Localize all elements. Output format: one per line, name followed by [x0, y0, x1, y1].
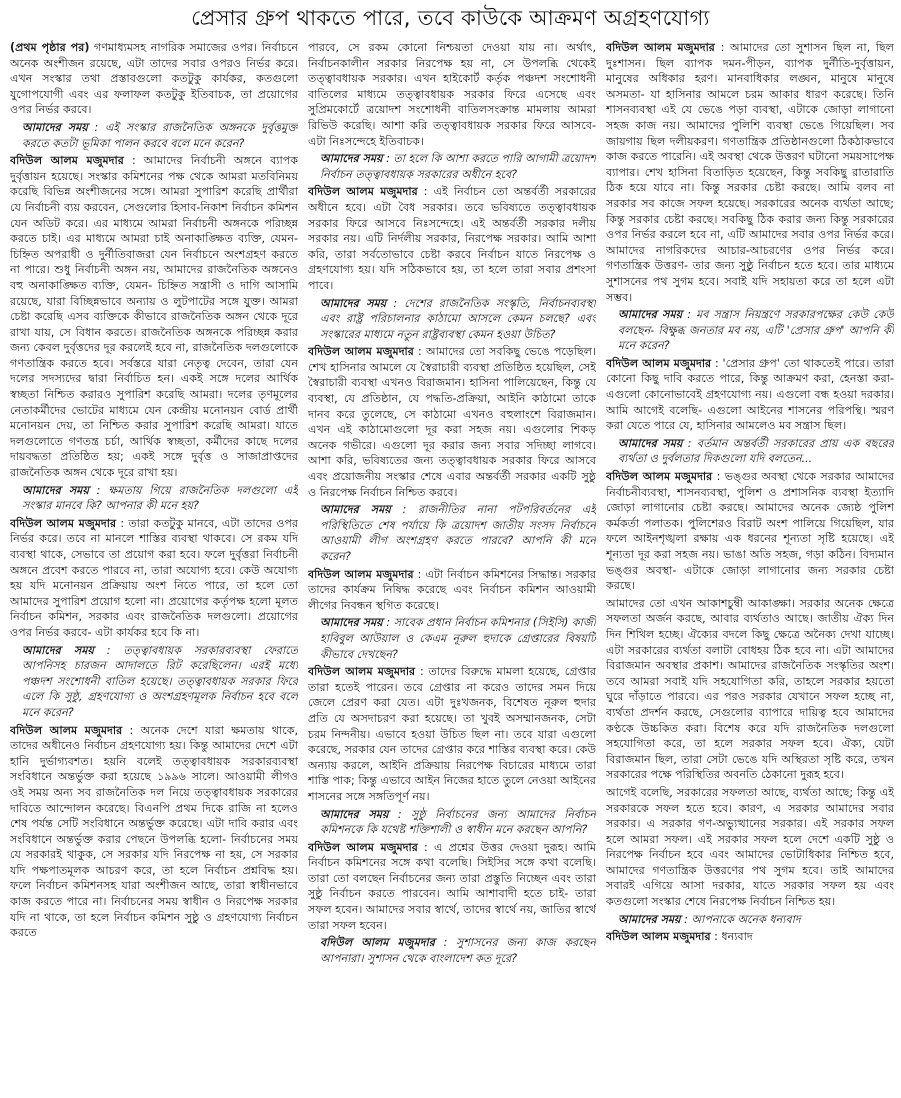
interview-question: [308, 151, 596, 182]
paragraph-text: : ধন্যবাদ: [710, 930, 753, 944]
interview-question: [308, 296, 596, 343]
speaker-label: আমাদের সময়: [618, 308, 683, 322]
speaker-label: বদিউল আলম মজুমদার: [320, 936, 435, 950]
paragraph-text: : তা হলে কি আশা করতে পারি আগামী ত্রয়োদশ নির্বাচন তত্ত্বাবধায়ক সরকারের অধীনে হবে?: [320, 152, 596, 181]
interview-answer: [308, 40, 596, 149]
paragraph-text: : আমাদের তো সুশাসন ছিল না, ছিল দুঃশাসন। ছিল ব্যাপক দমন-পীড়ন, ব্যাপক দুর্নীতি-দুর্বৃত্তায়ন, মানুষের অধিকার হরণ। মানবাধিকার লঙ্ঘন, মানুষে মানুষে অসমতা- যা হাসিনার আমলে চরম আকার ধারণ করেছে। তিনি শাসনব্যবস্থা এই যে ভেঙে পড়া ব্যবস্থা, এটাকে জোড়া লাগানো সহজ কাজ নয়। আমাদের পুলিশি ব্যবস্থা ভেঙে গিয়েছিল। সব জায়গায় ছিল দলীয়করণ। গণতান্ত্রিক প্রতিষ্ঠানগুলো ঠিকঠাকভাবে কাজ করতে পারেনি। এই অবস্থা থেকে উত্তরণ ঘটানো সময়সাপেক্ষ ব্যাপার। শেখ হাসিনা বিতাড়িত হয়েছেন, কিন্তু সবকিছু রাতারাতি ঠিক হয়ে যাবে না। কিন্তু সরকার চেষ্টা করছে। আমি বলব না সরকার সব কাজে সফল হয়েছে। সরকারের অনেক ব্যর্থতা আছে; কিন্তু সরকার চেষ্টা করছে। সবকিছু ঠিক করার জন্য কিন্তু সরকারের ওপর নির্ভর করলে হবে না, এটি আমাদের সবার ওপর নির্ভর করে। আমাদের নাগরিকদের আচার-আচরণের ওপর নির্ভর করে। গণতান্ত্রিক উত্তরণ- তার জন্য সুষ্ঠু নির্বাচন হতে হবে। তার মাধ্যমে সুশাসনের পথ সুগম হবে। সবাই যদি সহায়তা করে তা হলে এটা সম্ভব।: [606, 41, 894, 304]
interview-answer: [10, 516, 298, 641]
paragraph-text: : সুষ্ঠু নির্বাচনের জন্য আমাদের নির্বাচন কমিশনকে কি যথেষ্ট শক্তিশালী ও স্বাধীন মনে করছেন আপনি?: [320, 807, 596, 837]
speaker-label: বদিউল আলম মজুমদার: [308, 185, 418, 199]
paragraph-text: : ভঙ্গুর অবস্থা থেকে সরকার আমাদের নির্বাচনীব্যবস্থা, শাসনব্যবস্থা, পুলিশ ও প্রশাসনিক ব্যবস্থা ইত্যাদি জোড়া লাগানোর চেষ্টা করছে। আমাদের অনেক জ্যেষ্ঠ পুলিশ কর্মকর্তা পলাতক। পুলিশেরও বিরাট অংশ পালিয়ে গিয়েছিল, যার ফলে আইনশৃঙ্খলা রক্ষায় এক ধরনের শূন্যতা সৃষ্টি হয়েছে। এই শূন্যতা দূর করা সহজ নয়। ভাঙা অতি সহজ, গড়া কঠিন। বিদ্যমান ভঙ্গুর অবস্থা- এটাকে জোড়া লাগানোর জন্য সরকার চেষ্টা করছে।: [606, 470, 894, 593]
speaker-label: বদিউল আলম মজুমদার: [606, 470, 713, 484]
paragraph-text: : 'প্রেসার গ্রুপ' তো থাকতেই পারে। তারা কোনো কিছু দাবি করতে পারে, কিন্তু আক্রমণ করা, হেনস্তা করা- এগুলো কোনোভাবেই গ্রহণযোগ্য নয়। এগুলো বন্ধ হওয়া দরকার। আমি আগেই বলেছি- এগুলো আইনের শাসনের পরিপন্থি। স্মরণ করা যেতে পারে যে, হাসিনার আমলেও মব সন্ত্রাস ছিল।: [606, 356, 894, 433]
paragraph-text: : তারা কতটুকু মানবে, এটা তাদের ওপর নির্ভর করে। তবে না মানলে শাস্তির ব্যবস্থা থাকবে। সে রকম যদি ব্যবস্থা থাকে, সেভাবে তা প্রয়োগ করা হবে। ফলে দুর্বৃত্তরা নির্বাচনী অঙ্গনে প্রবেশ করতে পারবে না, তারা অযোগ্য হবে। কেউ অযোগ্য হয় যদি মনোনয়ন প্রক্রিয়ায় অংশ নিতে পারে, তা হলে তো আমাদের সুপারিশ প্রয়োগ হলো না। প্রয়োগের কর্তৃপক্ষ হলো মূলত নির্বাচন কমিশন, সরকার এবং রাজনৈতিক দলগুলো। প্রয়োগের ওপর নির্ভর করবে- এটা কার্যকর হবে কি না।: [10, 516, 298, 639]
interview-answer: [606, 596, 894, 783]
interview-answer: [308, 840, 596, 934]
interview-answer: [308, 567, 596, 614]
speaker-label: আমাদের সময়: [22, 120, 88, 134]
interview-answer: [10, 40, 298, 118]
paragraph-text: আগেই বলেছি, সরকারের সফলতা আছে, ব্যর্থতা আছে; কিন্তু এই সরকারকে সফল হতে হবে। কারণ, এ সরকার আমাদের সবার সরকার। এ সরকার গণ-অভ্যুত্থানের সরকার। এই সরকার সফল হলে আমরা সফল। এই সরকার সফল হলে দেশে একটি সুষ্ঠু ও নিরপেক্ষ নির্বাচন হবে এবং আমাদের ভোটাধিকার নিশ্চিত হবে, আমাদের গণতান্ত্রিক উত্তরণের পথ সুগম হবে। তাই আমাদের সবারই এগিয়ে আসা দরকার, যাতে সরকার সফল হয় এবং কতগুলো সংস্কার শেষে নিরপেক্ষ নির্বাচন নিশ্চিত হয়।: [606, 785, 894, 909]
speaker-label: বদিউল আলম মজুমদার: [308, 567, 414, 581]
speaker-label: বদিউল আলম মজুমদার: [10, 723, 123, 737]
speaker-label: বদিউল আলম মজুমদার: [10, 516, 117, 530]
speaker-label: আমাদের সময়: [22, 483, 89, 497]
interview-question: [308, 807, 596, 838]
paragraph-text: : আমাদের তো সবকিছু ভেঙে পড়েছিল। শেখ হাসিনার আমলে যে স্বৈরাচারী ব্যবস্থা প্রতিষ্ঠিত হয়েছিল, সেই স্বৈরাচারী ব্যবস্থা এখনও বিরাজমান। হাসিনা পালিয়েছেন, কিন্তু যে ব্যবস্থা, যে প্রতিষ্ঠান, যে পদ্ধতি-প্রক্রিয়া, আইনি কাঠামো তাকে দানব করে তুলেছে, সে কাঠামো এখনও বহুলাংশে বিরাজমান। এখন এই কাঠামোগুলো দূর করা সহজ নয়। এগুলোর শিকড় অনেক গভীরে। এগুলো দূর করার জন্য সবার সদিচ্ছা লাগবে। আশা করি, ভবিষ্যতের জন্য তত্ত্বাবধায়ক সরকার ফিরে আসবে এবং প্রয়োজনীয় সংস্কার শেষে এবার অন্তর্বর্তী সরকার একটি সুষ্ঠু ও নিরপেক্ষ নির্বাচন নিশ্চিত করবে।: [308, 345, 596, 499]
paragraph-text: আমাদের তো এখন আকাশচুম্বী আকাঙ্ক্ষা। সরকার অনেক ক্ষেত্রে সফলতা অর্জন করছে, আবার ব্যর্থতাও আছে। জাতীয় ঐক্য দিন দিন শিথিল হচ্ছে। ঐক্যের বদলে কিছু ক্ষেত্রে অনৈক্য দেখা যাচ্ছে। এটা সরকারের ব্যর্থতা বলাটা বোধহয় ঠিক হবে না। এটা আমাদের বিরাজমান অবস্থার প্রকাশ। আমাদের রাজনৈতিক সংস্কৃতির অংশ। তবে আমরা সবাই যদি সহযোগিতা করি, তাহলে সরকার হয়তো ঘুরে দাঁড়াতে পারবে। এর পরও সরকার যেখানে সফল হচ্ছে না, ব্যর্থতা প্রদর্শন করছে, সেগুলোর ব্যাপারে দায়িত্ব হবে আমাদের কণ্ঠকে উচ্চকিত করা। বিশেষ করে যদি রাজনৈতিক দলগুলো সহযোগিতা করে, তা হলে সরকার সফল হবে। ঐক্য, যেটা বিরাজমান ছিল, তারা সেটা ভেঙে যদি অস্থিরতা সৃষ্টি করে, তখন সরকারের পক্ষে পরিস্থিতির অবনতি ঠেকানো দুরূহ হবে।: [606, 596, 894, 782]
interview-answer: [606, 356, 894, 434]
paragraph-text: গণমাধ্যমসহ নাগরিক সমাজের ওপর। নির্বাচনে অনেক অংশীজন রয়েছে, এটা তাদের সবার ওপরও নির্ভর করে। এখন সংস্কার তথা প্রস্তাবগুলো কতটুকু কার্যকর, কতগুলো যুগোপযোগী এবং এর ফলাফল কতটুকু ইতিবাচক, তা প্রয়োগের ওপর নির্ভর করবে।: [10, 41, 298, 117]
paragraph-text: : এই নির্বাচন তো অন্তর্বর্তী সরকারের অধীনে হবে। এটা বৈধ সরকার। তবে ভবিষ্যতে তত্ত্বাবধায়ক সরকার ফিরে আসবে নিঃসন্দেহে। এই অন্তর্বর্তী সরকার দলীয় সরকার নয়। এটি নির্দলীয় সরকার, নিরপেক্ষ সরকার। আমি আশা করি, তারা সর্বতোভাবে চেষ্টা করবে নির্বাচন যাতে নিরপেক্ষ ও গ্রহণযোগ্য হয়। যদি সঠিকভাবে হয়, তা হলে তারা সবার প্রশংসা পাবে।: [308, 185, 596, 292]
interview-answer: [606, 40, 894, 305]
interview-answer: [606, 929, 894, 945]
paragraph-text: : অনেক দেশে যারা ক্ষমতায় থাকে, তাদের অধীনেও নির্বাচন গ্রহণযোগ্য হয়। কিন্তু আমাদের দেশে এটা হানি দুর্ভাগ্যবশত। হয়নি বলেই তত্ত্বাবধায়ক সরকারব্যবস্থা সংবিধানে অন্তর্ভুক্ত করা হয়েছে ১৯৯৬ সালে। আওয়ামী লীগও ওই সময় অন্য সব রাজনৈতিক দল নিয়ে তত্ত্বাবধায়ক সরকারের দাবিতে আন্দোলন করেছে। বিএনপি প্রথম দিকে রাজি না হলেও শেষ পর্যন্ত সেটি সংবিধানে অন্তর্ভুক্ত করেছে। এটা দাবি করার এবং সংবিধানে অন্তর্ভুক্ত করার পেছনে উপলব্ধি হলো- নির্বাচনের সময় যে সরকারই থাকুক, সে সরকার যদি নিরপেক্ষ না হয়, সে সরকার যদি পক্ষপাতমূলক আচরণ করে, তা হলে নির্বাচন প্রশ্নবিদ্ধ হয়। ফলে নির্বাচন কমিশনসহ যারা অংশীজন আছে, তারা স্বাধীনভাবে কাজ করতে পারে না। নির্বাচনের সময় স্বাধীন ও নিরপেক্ষ সরকার যদি না থাকে, তা হলে নির্বাচন কমিশন সুষ্ঠু ও গ্রহণযোগ্য নির্বাচন করতে: [10, 723, 298, 940]
interview-question: [606, 436, 894, 467]
paragraph-text: : সুশাসনের জন্য কাজ করছেন আপনারা। সুশাসন থেকে বাংলাদেশ কত দূরে?: [320, 936, 596, 965]
paragraph-text: : আমাদের নির্বাচনী অঙ্গনে ব্যাপক দুর্বৃত্তায়ন হয়েছে। সংস্কার কমিশনের পক্ষ থেকে আমরা মতবিনিময় করেছি বিভিন্ন অংশীজনের সঙ্গে। আমরা সুপারিশ করেছি প্রার্থীরা যে নির্বাচনী ব্যয় করবেন, সেগুলোর হিসাব-নিকাশ নির্বাচন কমিশন যেন অডিট করে। এর মাধ্যমে আমরা নির্বাচনী অঙ্গনকে পরিচ্ছন্ন করতে চাই। এর মাধ্যমে আমরা চাই অনাকাঙ্ক্ষিত ব্যক্তি, যেমন- চিহ্নিত অপরাধী ও দুর্নীতিবাজরা যেন নির্বাচনে অংশগ্রহণ করতে না পারে। শুধু নির্বাচনী অঙ্গন নয়, আমাদের রাজনৈতিক অঙ্গনেও বহু অনাকাঙ্ক্ষিত ব্যক্তি, যেমন- চিহ্নিত সন্ত্রাসী ও দাগি আসামি রয়েছে, যারা বিচ্ছিন্নভাবে অন্যায় ও লুটপাটের সঙ্গে যুক্ত। আমরা চেষ্টা করেছি এসব ব্যক্তিকে কীভাবে রাজনৈতিক অঙ্গন থেকে দূরে রাখা যায়, সে বিধান করতে। রাজনৈতিক অঙ্গনকে পরিচ্ছন্ন করার জন্য কেবল দুর্বৃত্তদের দূর করলেই হবে না, রাজনৈতিক দলগুলোকে গণতান্ত্রিক করতে হবে। সর্বস্তরে যারা নেতৃত্ব দেবেন, তারা যেন দলের সদস্যদের দ্বারা নির্বাচিত হন। একই সঙ্গে দলের আর্থিক স্বচ্ছতা নিশ্চিত করারও সুপারিশ করেছি আমরা। দলের তৃণমূলের নেতাকর্মীদের ভোটের মাধ্যমে যেন কেন্দ্রীয় মনোনয়ন বোর্ড প্রার্থী মনোনয়ন দেয়, তা নিশ্চিত করার সুপারিশ করেছি আমরা। যাতে দলগুলোতে গণতন্ত্র চর্চা, আর্থিক স্বচ্ছতা, কর্মীদের কাছে দলের দায়বদ্ধতা প্রতিষ্ঠিত হয়; একই সঙ্গে দুর্বৃত্ত ও সাজাপ্রাপ্তদের রাজনৈতিক অঙ্গন থেকে দূরে রাখা হয়।: [10, 154, 298, 480]
speaker-label: বদিউল আলম মজুমদার: [606, 41, 715, 54]
interview-question: [606, 307, 894, 354]
paragraph-text: : ক্ষমতায় গিয়ে রাজনৈতিক দলগুলো এই সংস্কার মানবে কি? আপনার কী মনে হয়?: [22, 483, 298, 513]
interview-answer: [10, 723, 298, 941]
paragraph-text: : মব সন্ত্রাস নিয়ন্ত্রণে সরকারপক্ষের কেউ কেউ বলছেন- বিক্ষুব্ধ জনতার মব নয়, এটি 'প্রেসার গ্রুপ' আপনি কী মনে করেন?: [618, 308, 894, 353]
article-column-2: [308, 40, 596, 1092]
speaker-label: আমাদের সময়: [22, 643, 94, 657]
speaker-label: আমাদের সময়: [320, 807, 389, 821]
paragraph-text: : এই সংস্কার রাজনৈতিক অঙ্গনকে দুর্বৃত্তমুক্ত করতে কতটা ভূমিকা পালন করবে বলে মনে করেন?: [22, 120, 298, 150]
paragraph-text: : এ প্রশ্নের উত্তর দেওয়া দুরূহ। আমি নির্বাচন কমিশনের সঙ্গে কথা বলেছি। সিইসির সঙ্গে কথা বলেছি। তারা তো বলছেন নির্বাচনের জন্য তারা প্রস্তুতি নিচ্ছেন এবং তারা সুষ্ঠু নির্বাচন করতে পারবেন। আমি আশাবাদী হতে চাই- তারা সফল হবেন। আমাদের সবার স্বার্থে, তাদের স্বার্থে নয়, জাতির স্বার্থে তারা সফল হবেন।: [308, 840, 596, 932]
interview-question: [606, 912, 894, 928]
article-columns: [10, 40, 894, 1092]
interview-question: [10, 483, 298, 514]
speaker-label: বদিউল আলম মজুমদার: [308, 665, 416, 679]
article-column-1: [10, 40, 298, 1092]
headline: প্রেসার গ্রুপ থাকতে পারে, তবে কাউকে আক্রমণ অগ্রহণযোগ্য: [191, 6, 710, 30]
interview-question: [10, 120, 298, 151]
paragraph-text: : আপনাকে অনেক ধন্যবাদ: [680, 912, 801, 926]
paragraph-text: পারবে, সে রকম কোনো নিশ্চয়তা দেওয়া যায় না। অর্থাৎ, নির্বাচনকালীন সরকার নিরপেক্ষ হয় না, সে উপলব্ধি থেকেই তত্ত্বাবধায়ক সরকার। এখন হাইকোর্ট কর্তৃক পঞ্চদশ সংশোধনী বাতিলের মাধ্যমে তত্ত্বাবধায়ক সরকার ফিরে এসেছে এবং সুপ্রিমকোর্টে ত্রয়োদশ সংশোধনী বাতিলসংক্রান্ত মামলায় আমরা রিভিউ করেছি। আশা করি তত্ত্বাবধায়ক সরকার ফিরে আসবে- এটা নিঃসন্দেহে ইতিবাচক।: [308, 41, 596, 148]
speaker-label: আমাদের সময়: [320, 152, 383, 166]
speaker-label: বদিউল আলম মজুমদার: [308, 345, 414, 359]
interview-question: [308, 935, 596, 966]
speaker-label: বদিউল আলম মজুমদার: [308, 840, 418, 854]
interview-question: [308, 502, 596, 564]
paragraph-text: : তাদের বিরুদ্ধে মামলা হয়েছে, গ্রেপ্তার তারা হতেই পারেন। তবে গ্রেপ্তার না করেও তাদের সমন দিয়ে জেলে প্রেরণ করা যেত। এটা দুঃখজনক, বিশেষত নূরুল হুদার প্রতি যে অসদাচরণ করা হয়েছে। তা খুবই অসম্মানজনক, সেটা চরম নিন্দনীয়। এভাবে হওয়া উচিত ছিল না। তবে যারা এগুলো করেছে, সরকার যেন তাদের গ্রেপ্তার করে শাস্তির ব্যবস্থা করে। কেউ অন্যায় করলে, আইনি প্রক্রিয়ায় নিরপেক্ষ বিচারের মাধ্যমে তারা শাস্তি পাক; কিন্তু এভাবে আইন নিজের হাতে তুলে নেওয়া আইনের শাসনের সঙ্গে সঙ্গতিপূর্ণ নয়।: [308, 665, 596, 803]
speaker-label: বদিউল আলম মজুমদার: [10, 154, 124, 168]
interview-answer: [308, 664, 596, 804]
speaker-label: আমাদের সময়: [320, 616, 383, 630]
paragraph-text: : দেশের রাজনৈতিক সংস্কৃতি, নির্বাচনব্যবস্থা এবং রাষ্ট্র পরিচালনার কাঠামো আসলে কেমন চলছে? এবং সংস্কারের মাধ্যমে নতুন রাষ্ট্রব্যবস্থা কেমন হওয়া উচিত?: [320, 296, 596, 341]
article-column-3: [606, 40, 894, 1092]
interview-answer: [606, 469, 894, 594]
paragraph-text: : এটা নির্বাচন কমিশনের সিদ্ধান্ত। সরকার তাদের কার্যক্রম নিষিদ্ধ করেছে এবং নির্বাচন কমিশন আওয়ামী লীগের নিবন্ধন স্থগিত করেছে।: [308, 567, 596, 612]
paragraph-text: : বর্তমান অন্তর্বর্তী সরকারের প্রায় এক বছরের ব্যর্থতা ও দুর্বলতার দিকগুলো যদি বলতেন...: [618, 436, 894, 466]
paragraph-text: : সাবেক প্রধান নির্বাচন কমিশনার (সিইসি) কাজী হাবিবুল আউয়াল ও কেএম নূরুল হুদাকে গ্রেপ্তারের বিষয়টি কীভাবে দেখছেন?: [320, 616, 596, 661]
interview-question: [10, 643, 298, 721]
speaker-label: বদিউল আলম মজুমদার: [606, 930, 711, 944]
speaker-label: (প্রথম পৃষ্ঠার পর): [10, 41, 90, 54]
interview-answer: [10, 153, 298, 480]
speaker-label: বদিউল আলম মজুমদার: [606, 356, 712, 370]
speaker-label: আমাদের সময়: [320, 296, 387, 310]
interview-answer: [308, 344, 596, 500]
speaker-label: আমাদের সময়: [320, 503, 391, 517]
interview-answer: [308, 184, 596, 293]
interview-answer: [606, 785, 894, 910]
speaker-label: আমাদের সময়: [618, 912, 681, 926]
paragraph-text: : তত্ত্বাবধায়ক সরকারব্যবস্থা ফেরাতে আপনিসহ চারজন আদালতে রিট করেছিলেন। এরই মধ্যে পঞ্চদশ সংশোধনী বাতিল হয়েছে। তত্ত্বাবধায়ক সরকার ফিরে এলে কি সুষ্ঠু, গ্রহণযোগ্য ও অংশগ্রহণমূলক নির্বাচন হবে বলে মনে করেন?: [22, 643, 298, 719]
paragraph-text: : রাজনীতির নানা পটপরিবর্তনের এই পরিস্থিতিতে শেষ পর্যায়ে কি ত্রয়োদশ জাতীয় সংসদ নির্বাচনে আওয়ামী লীগ অংশগ্রহণ করতে পারবে? আপনি কী মনে করেন?: [320, 503, 596, 563]
speaker-label: আমাদের সময়: [618, 436, 683, 450]
interview-question: [308, 615, 596, 662]
